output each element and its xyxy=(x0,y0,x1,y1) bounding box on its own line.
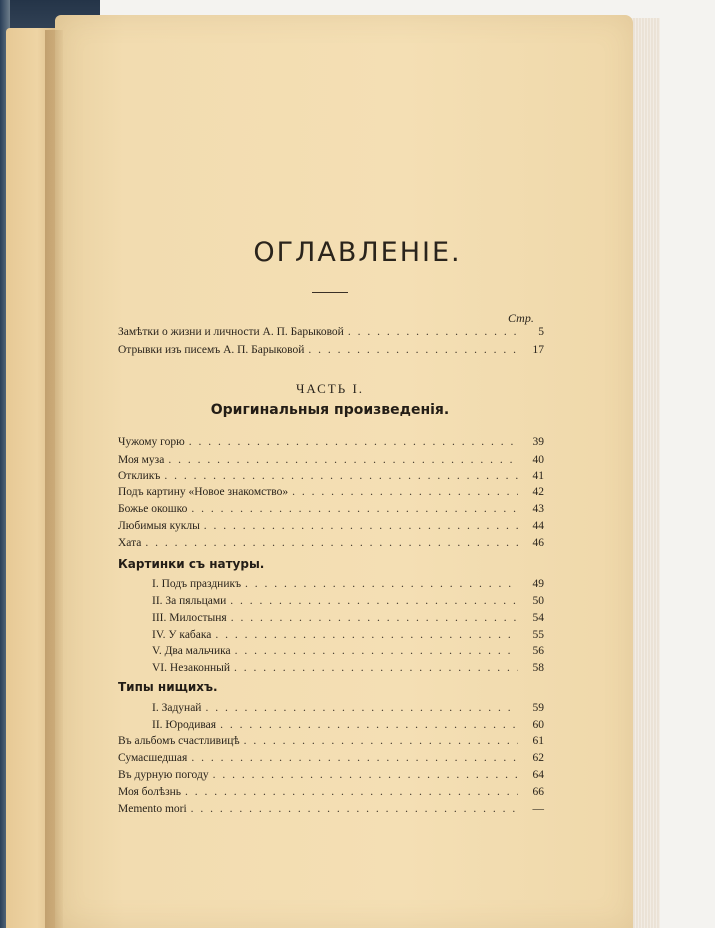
toc-entry: Замѣтки о жизни и личности А. П. Барыковой . . . 5 xyxy=(118,326,544,343)
title-rule xyxy=(312,292,348,293)
toc-entry: I. Задунай . . . 59 xyxy=(152,702,544,719)
toc-entry: Божье окошко . . . 43 xyxy=(118,503,544,520)
toc-entry: II. За пяльцами . . . 50 xyxy=(152,595,544,612)
toc-entry: VI. Незаконный . . . 58 xyxy=(152,662,544,679)
toc-entry: Хата . . . 46 xyxy=(118,537,544,554)
page-title: ОГЛАВЛЕНIЕ. xyxy=(253,237,462,268)
toc-entry: Откликъ . . . 41 xyxy=(118,470,544,487)
toc-entry: II. Юродивая . . . 60 xyxy=(152,719,544,736)
toc-entry: Любимыя куклы . . . 44 xyxy=(118,520,544,537)
toc-entry: Отрывки изъ писемъ А. П. Барыковой . . . 17 xyxy=(118,344,544,361)
toc-entry: Моя болѣзнь . . . 66 xyxy=(118,786,544,803)
subsection-title: Типы нищихъ. xyxy=(118,680,218,694)
part-label: ЧАСТЬ I. xyxy=(295,381,365,396)
toc-entry: III. Милостыня . . . 54 xyxy=(152,612,544,629)
page-column-header: Стр. xyxy=(508,311,534,325)
toc-entry: Въ альбомъ счастливицѣ . . . 61 xyxy=(118,735,544,752)
toc-entry: IV. У кабака . . . 55 xyxy=(152,629,544,646)
toc-entry: Моя муза . . . 40 xyxy=(118,454,544,471)
toc-entry: Memento mori . . . — xyxy=(118,803,544,820)
toc-entry: Чужому горю . . . 39 xyxy=(118,436,544,453)
subsection-title: Картинки съ натуры. xyxy=(118,557,265,571)
toc-entry: V. Два мальчика . . . 56 xyxy=(152,645,544,662)
toc-entry: Въ дурную погоду . . . 64 xyxy=(118,769,544,786)
toc-entry: Сумасшедшая . . . 62 xyxy=(118,752,544,769)
toc-entry: I. Подъ праздникъ . . . 49 xyxy=(152,578,544,595)
section-title: Оригинальныя произведенiя. xyxy=(210,402,450,418)
page-gutter xyxy=(45,30,63,928)
toc-entry: Подъ картину «Новое знакомство» . . . 42 xyxy=(118,486,544,503)
